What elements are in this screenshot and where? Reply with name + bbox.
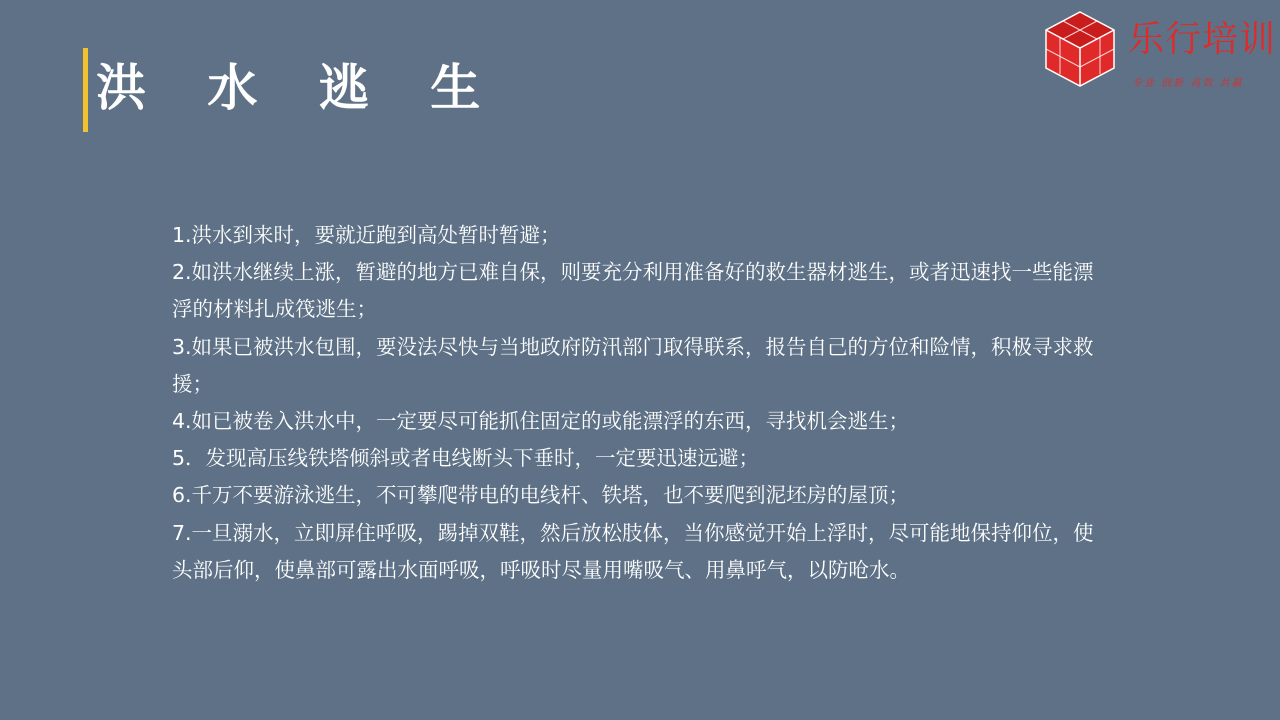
slide-body [172, 217, 1112, 589]
body-paragraph-2: 2.如洪水继续上涨，暂避的地方已难自保，则要充分利用准备好的救生器材逃生，或者迅速找一些能漂浮的材料扎成筏逃生； [172, 260, 1094, 322]
logo-brand-name: 乐行培训 [1128, 19, 1277, 60]
body-paragraph-1: 1.洪水到来时，要就近跑到高处暂时暂避； [172, 223, 561, 247]
body-paragraph-6: 6.千万不要游泳逃生，不可攀爬带电的电线杆、铁塔，也不要爬到泥坯房的屋顶； [172, 483, 910, 508]
brand-logo [1040, 8, 1277, 98]
logo-tagline: 专业 创新 高效 共赢 [1132, 78, 1244, 89]
cube-logo-icon [1040, 8, 1120, 88]
body-paragraph-3: 3.如果已被洪水包围，要没法尽快与当地政府防汛部门取得联系，报告自己的方位和险情，积极寻求救援； [172, 334, 1094, 396]
body-paragraph-4: 4.如已被卷入洪水中，一定要尽可能抓住固定的或能漂浮的东西，寻找机会逃生； [172, 409, 910, 434]
body-paragraph-7: 7.一旦溺水，立即屏住呼吸，踢掉双鞋，然后放松肢体，当你感觉开始上浮时，尽可能地保持仰位，使头部后仰，使鼻部可露出水面呼吸，呼吸时尽量用嘴吸气、用鼻呼气，以防呛水。 [172, 520, 1094, 582]
body-paragraph-5: 5．发现高压线铁塔倾斜或者电线断头下垂时，一定要迅速远避； [172, 446, 760, 471]
slide-title: 洪 水 逃 生 [96, 59, 503, 117]
title-accent-bar [83, 48, 88, 132]
